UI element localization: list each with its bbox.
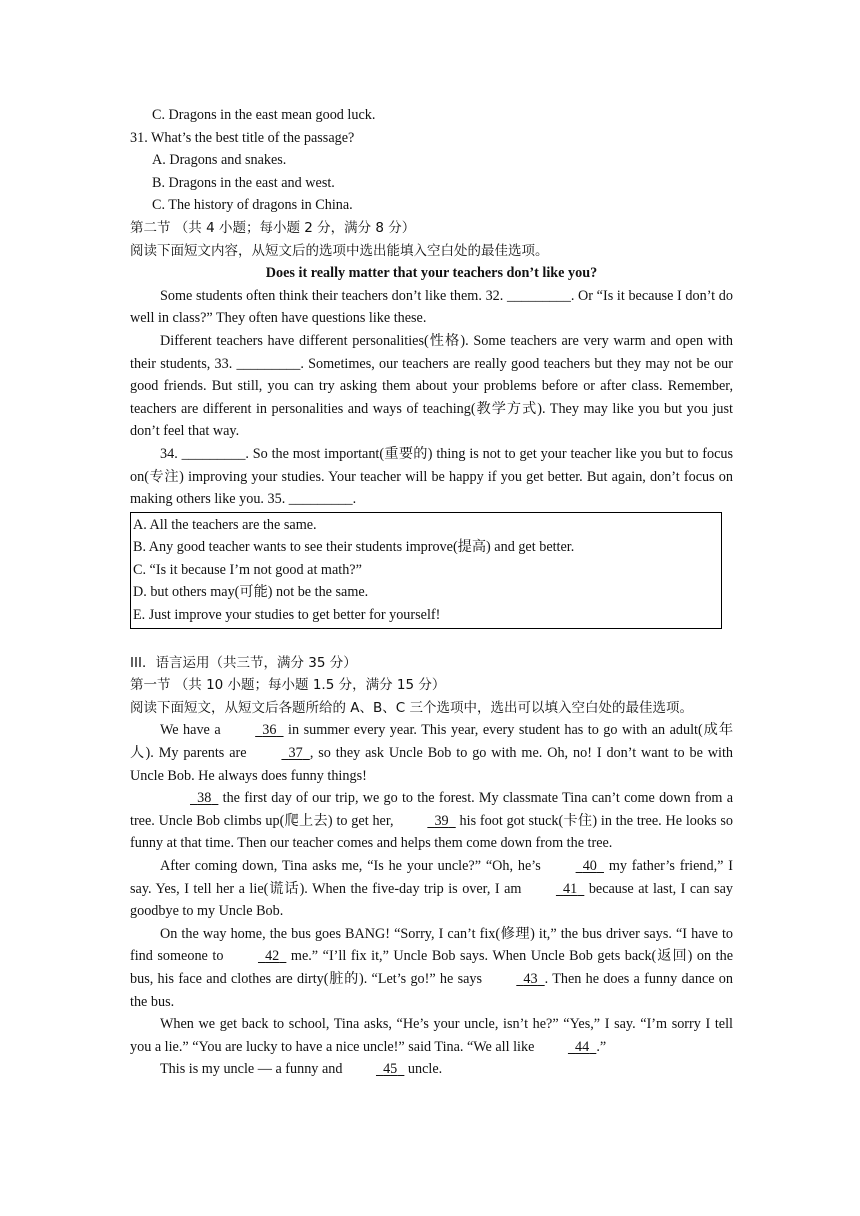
passage-paragraph-2: Different teachers have different personalities(性格). Some teachers are very warm and open with their students, 33. _________. Sometimes, our teachers are really good teachers but they may not be our good friends. But still, you can try asking them about your problems before or after class. Remember, teachers are different in personalities and ways of teaching(教学方式). They may like you but you just don’t feel that way.: [130, 332, 733, 440]
cloze-paragraph-3: [130, 855, 733, 923]
cloze-paragraph-5: [130, 1013, 733, 1058]
choice-c: C. “Is it because I’m not good at math?”: [133, 561, 362, 578]
section2-instruction: 阅读下面短文内容，从短文后的选项中选出能填入空白处的最佳选项。: [130, 242, 549, 259]
choice-a: A. All the teachers are the same.: [133, 516, 317, 533]
cloze-blank-41: 41: [563, 880, 578, 897]
section2-heading: 第二节 （共 4 小题；每小题 2 分，满分 8 分）: [130, 219, 416, 236]
cloze-text: in summer every year. This year, every student has to go with an adult(成年人). My parents are: [130, 722, 734, 762]
cloze-blank-43: 43: [523, 970, 538, 987]
spacer: [130, 629, 733, 652]
choices-box: [130, 512, 722, 629]
cloze-blank-36: 36: [262, 722, 277, 739]
cloze-text: because at last, I can say goodbye to my Uncle Bob.: [130, 880, 734, 920]
q31-option-b: B. Dragons in the east and west.: [152, 174, 335, 191]
cloze-text: his foot got stuck(卡住) in the tree. He looks so funny at that time. Then our teacher comes and helps them come down from the tree.: [130, 812, 734, 852]
cloze-blank-38: 38: [197, 790, 212, 807]
cloze-paragraph-1: [130, 719, 733, 787]
cloze-text: , so they ask Uncle Bob to go with me. Oh, no! I don’t want to be with Uncle Bob. He always does funny things!: [130, 745, 733, 784]
q31-question: 31. What’s the best title of the passage?: [130, 129, 355, 146]
cloze-text: my father’s friend,” I say. Yes, I tell her a lie(谎话). When the five-day trip is over, I am: [130, 858, 734, 897]
passage-paragraph-1: Some students often think their teachers don’t like them. 32. _________. Or “Is it because I don’t do well in class?” They often have questions like these.: [130, 287, 733, 327]
cloze-text: me.” “I’ll fix it,” Uncle Bob says. When Uncle Bob gets back(返回) on the bus, his face and clothes are dirty(脏的). “Let’s go!” he says: [130, 948, 734, 987]
cloze-text: On the way home, the bus goes BANG! “Sorry, I can’t fix(修理) it,” the bus driver says. “I have to find someone to: [130, 925, 733, 965]
cloze-text: uncle.: [407, 1061, 443, 1078]
cloze-text: This is my uncle — a funny and: [160, 1061, 343, 1078]
cloze-text: the first day of our trip, we go to the forest. My classmate Tina can’t come down from a tree. Uncle Bob climbs up(爬上去) to get her,: [130, 790, 733, 829]
cloze-blank-37: 37: [288, 745, 303, 762]
cloze-text: We have a: [160, 722, 221, 739]
cloze-paragraph-4: [130, 923, 733, 1013]
q30-option-c: C. Dragons in the east mean good luck.: [152, 107, 376, 123]
part3-sub-heading: 第一节 （共 10 小题；每小题 1.5 分，满分 15 分）: [130, 677, 446, 694]
cloze-blank-39: 39: [434, 812, 449, 829]
cloze-blank-40: 40: [582, 858, 597, 874]
choice-d: D. but others may(可能) not be the same.: [133, 584, 369, 601]
cloze-text: . Then he does a funny dance on the bus.: [130, 970, 733, 1010]
part3-heading: III．语言运用（共三节，满分 35 分）: [130, 654, 357, 671]
cloze-text: After coming down, Tina asks me, “Is he your uncle?” “Oh, he’s: [160, 858, 541, 874]
q31-option-a: A. Dragons and snakes.: [152, 152, 287, 169]
cloze-text: .”: [596, 1038, 607, 1055]
choice-e: E. Just improve your studies to get better for yourself!: [133, 607, 441, 624]
exam-page: [130, 104, 733, 1081]
cloze-paragraph-6: [130, 1058, 733, 1081]
choice-b: B. Any good teacher wants to see their students improve(提高) and get better.: [133, 539, 575, 556]
passage-paragraph-3: 34. _________. So the most important(重要的) thing is not to get your teacher like you but to focus on(专注) improving your studies. Your teacher will be happy if you get better. But again, don’t focus on making others like you. 35. _________.: [130, 445, 733, 508]
q31-option-c: C. The history of dragons in China.: [152, 197, 353, 214]
cloze-blank-44: 44: [575, 1038, 590, 1055]
cloze-blank-42: 42: [265, 948, 280, 965]
cloze-paragraph-2: [130, 787, 733, 855]
part3-instruction: 阅读下面短文，从短文后各题所给的 A、B、C 三个选项中，选出可以填入空白处的最佳选项。: [130, 699, 694, 716]
cloze-text: When we get back to school, Tina asks, “He’s your uncle, isn’t he?” “Yes,” I say. “I’m sorry I tell you a lie.” “You are lucky to have a nice uncle!” said Tina. “We all like: [130, 1016, 733, 1055]
cloze-blank-45: 45: [383, 1061, 398, 1078]
passage-title: Does it really matter that your teachers don’t like you?: [265, 265, 598, 282]
